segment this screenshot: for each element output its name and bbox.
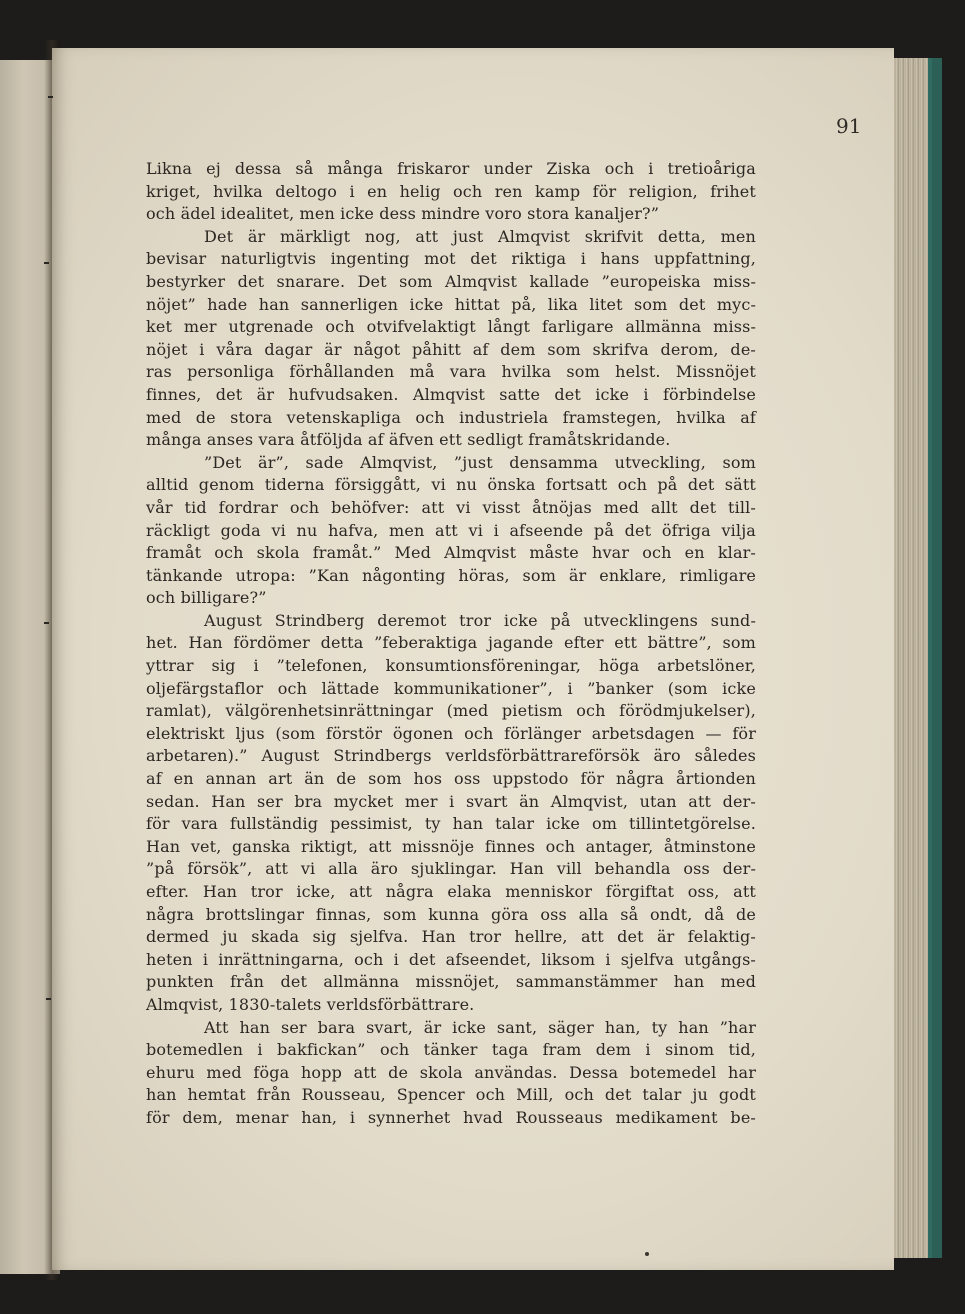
text-line: Almqvist, 1830-talets verldsförbättrare. — [146, 994, 475, 1014]
text-line: bevisar naturligtvis ingenting mot det riktiga i hans uppfattning, — [146, 249, 756, 269]
text-line: Det är märkligt nog, att just Almqvist skrifvit detta, men — [204, 226, 756, 246]
text-line: ramlat), välgörenhetsinrättningar (med pietism och förödmjukelser), — [146, 701, 756, 721]
page-number: 91 — [836, 114, 862, 138]
text-line: nöjet i våra dagar är något påhitt af dem som skrifva derom, de- — [146, 339, 756, 359]
margin-tick — [44, 622, 49, 624]
text-line: August Strindberg deremot tror icke på utvecklingens sund- — [204, 610, 756, 630]
text-line: vår tid fordrar och behöfver: att vi visst åtnöjas med allt det till- — [146, 497, 756, 517]
margin-tick — [48, 96, 53, 98]
ink-speck — [645, 1252, 649, 1256]
text-line: många anses vara åtföljda af äfven ett sedligt framåtskridande. — [146, 430, 671, 450]
text-line: ehuru med föga hopp att de skola användas. Dessa botemedel har — [146, 1062, 756, 1082]
text-line: Att han ser bara svart, är icke sant, säger han, ty han ”har — [204, 1017, 756, 1037]
text-line: och ädel idealitet, men icke dess mindre voro stora kanaljer?” — [146, 204, 660, 224]
text-line: kriget, hvilka deltogo i en helig och ren kamp för religion, frihet — [146, 181, 756, 201]
text-line: framåt och skola framåt.” Med Almqvist måste hvar och en klar- — [146, 543, 756, 563]
text-line: ”Det är”, sade Almqvist, ”just densamma utveckling, som — [204, 452, 756, 472]
text-line: heten i inrättningarna, och i det afseendet, liksom i sjelfva utgångs- — [146, 949, 756, 969]
text-line: af en annan art än de som hos oss uppstodo för några årtionden — [146, 769, 756, 789]
text-line: oljefärgstaflor och lättade kommunikationer”, i ”banker (som icke — [146, 678, 756, 698]
text-line: het. Han fördömer detta ”feberaktiga jagande efter ett bättre”, som — [146, 633, 756, 653]
text-line: för dem, menar han, i synnerhet hvad Rousseaus medikament be- — [146, 1107, 756, 1127]
text-line: sedan. Han ser bra mycket mer i svart än Almqvist, utan att der- — [146, 791, 756, 811]
text-line: arbetaren).” August Strindbergs verldsförbättrareförsök äro således — [146, 746, 756, 766]
text-line: nöjet” hade han sannerligen icke hittat på, lika litet som det myc- — [146, 294, 756, 314]
text-line: tänkande utropa: ”Kan någonting höras, som är enklare, rimligare — [146, 565, 756, 585]
text-line: några brottslingar finnas, som kunna göra oss alla så ondt, då de — [146, 904, 756, 924]
text-line: yttrar sig i ”telefonen, konsumtionsföreningar, höga arbetslöner, — [146, 656, 756, 676]
text-line: ras personliga förhållanden må vara hvilka som helst. Missnöjet — [146, 362, 756, 382]
text-line: för vara fullständig pessimist, ty han talar icke om tillintetgörelse. — [146, 814, 756, 834]
body-text — [146, 158, 756, 1130]
text-line: finnes, det är hufvudsaken. Almqvist satte det icke i förbindelse — [146, 384, 756, 404]
text-line: ket mer utgrenade och otvifvelaktigt långt farligare allmänna miss- — [146, 317, 756, 337]
text-line: han hemtat från Rousseau, Spencer och Mill, och det talar ju godt — [146, 1085, 756, 1105]
text-line: alltid genom tiderna försiggått, vi nu önska fortsatt och på det sätt — [146, 475, 756, 495]
text-line: och billigare?” — [146, 588, 267, 608]
text-line: efter. Han tror icke, att några elaka menniskor förgiftat oss, att — [146, 882, 756, 901]
book-page — [52, 48, 894, 1270]
margin-tick — [44, 262, 49, 264]
text-line: botemedlen i bakfickan” och tänker taga fram dem i sinom tid, — [146, 1040, 756, 1060]
text-line: punkten från det allmänna missnöjet, sammanstämmer han med — [146, 972, 756, 992]
text-line: Han vet, ganska riktigt, att missnöje finnes och antager, åtminstone — [146, 836, 756, 856]
text-line: bestyrker det snarare. Det som Almqvist kallade ”europeiska miss- — [146, 271, 756, 291]
text-line: elektriskt ljus (som förstör ögonen och förlänger arbetsdagen — för — [146, 723, 756, 743]
text-line: ”på försök”, att vi alla äro sjuklingar. Han vill behandla oss der- — [146, 859, 756, 879]
text-line: räckligt goda vi nu hafva, men att vi i afseende på det öfriga vilja — [146, 520, 756, 540]
text-line: dermed ju skada sig sjelfva. Han tror hellre, att det är felaktig- — [146, 927, 756, 947]
text-line: med de stora vetenskapliga och industriela framstegen, hvilka af — [146, 407, 756, 427]
text-line: Likna ej dessa så många friskaror under Ziska och i tretioåriga — [146, 159, 756, 178]
margin-tick — [46, 998, 51, 1000]
